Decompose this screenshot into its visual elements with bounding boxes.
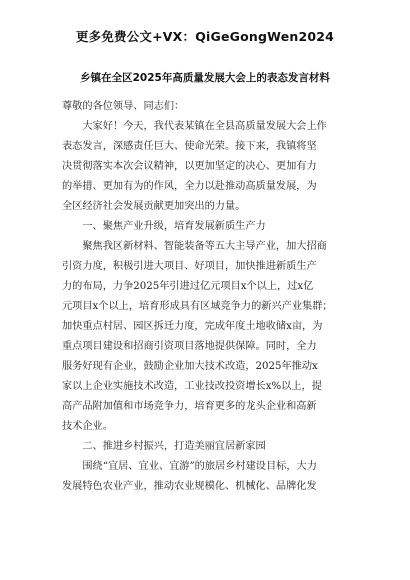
document-body [62,97,358,497]
paragraph-line: 引资力度，积极引进大项目、好项目，加快推进新质生产 [62,261,317,272]
paragraph-line: 围绕“宜居、宜业、宜游”的旅居乡村建设目标，大力 [62,461,317,472]
paragraph-line: 决贯彻落实本次会议精神，以更加坚定的决心、更加有力 [62,161,317,172]
salutation: 尊敬的各位领导、同志们： [62,101,185,112]
paragraph-line: 全区经济社会发展贡献更加突出的力量。 [62,201,246,212]
paragraph-line: 发展特色农业产业，推动农业规模化、机械化、品牌化发 [62,481,317,492]
paragraph-line: 聚焦我区新材料、智能装备等五大主导产业，加大招商 [62,241,327,252]
paragraph-line: 技术企业。 [62,421,113,432]
paragraph-line: 加快重点村居、园区拆迁力度，完成年度土地收储x亩，为 [62,321,323,332]
document-title: 乡镇在全区2025年高质量发展大会上的表态发言材料 [80,72,330,84]
section-heading: 一、聚焦产业升级，培育发展新质生产力 [62,221,266,232]
paragraph-line: 高产品附加值和市场竞争力，培育更多的龙头企业和高新 [62,401,317,412]
paragraph-line: 表态发言，深感责任巨大、使命光荣。接下来，我镇将坚 [62,141,317,152]
section-heading: 二、推进乡村振兴，打造美丽宜居新家园 [62,441,266,452]
paragraph-line: 重点项目建设和招商引资项目落地提供保障。同时，全力 [62,341,317,352]
paragraph-line: 的举措、更加有为的作风，全力以赴推动高质量发展，为 [62,181,317,192]
paragraph-line: 大家好！今天，我代表某镇在全县高质量发展大会上作 [62,121,327,132]
watermark-header: 更多免费公文+VX：QiGeGongWen2024 [75,29,335,44]
paragraph-line: 元项目x个以上，培育形成具有区域竞争力的新兴产业集群； [62,301,333,312]
paragraph-line: 服务好现有企业，鼓励企业加大技术改造，2025年推动x [62,361,318,372]
paragraph-line: 家以上企业实施技术改造，工业技改投资增长x%以上，提 [62,381,322,392]
paragraph-line: 力的布局，力争2025年引进过亿元项目x个以上，过x亿 [62,281,314,292]
